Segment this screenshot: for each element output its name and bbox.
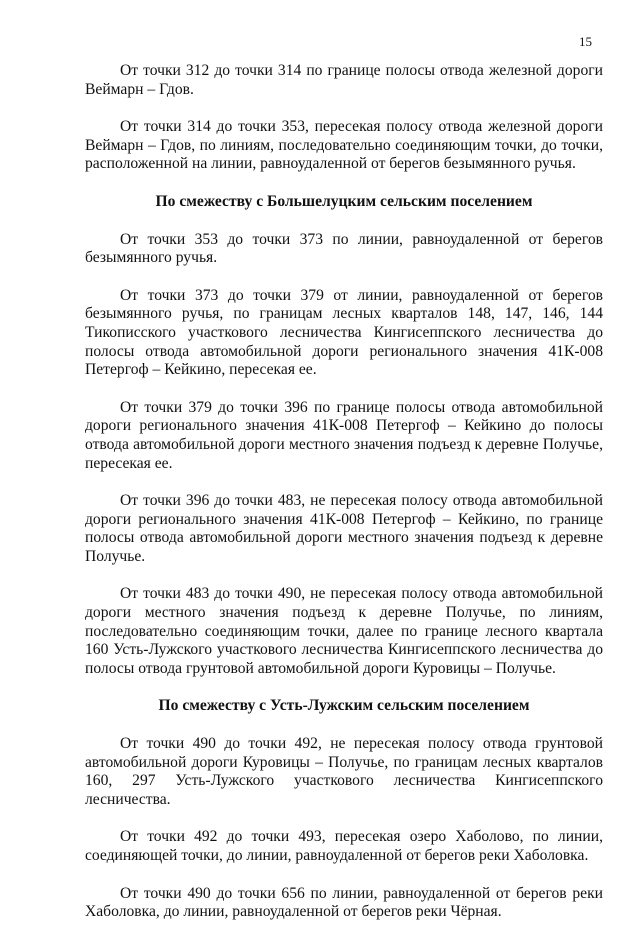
paragraph: От точки 396 до точки 483, не пересекая полосу отвода автомобильной дороги регионального значения 41К-008 Петергоф – Кейкино, по границе полосы отвода автомобильной дороги местного значения подъезд к деревне Получье. bbox=[85, 492, 603, 565]
section-heading: По смежеству с Большелуцким сельским поселением bbox=[155, 192, 533, 210]
section-heading: По смежеству с Усть-Лужским сельским поселением bbox=[158, 697, 530, 715]
document-body bbox=[85, 62, 603, 941]
paragraph: От точки 492 до точки 493, пересекая озеро Хаболово, по линии, соединяющей точки, до линии, равноудаленной от берегов реки Хаболовка. bbox=[85, 828, 603, 864]
paragraph: От точки 353 до точки 373 по линии, равноудаленной от берегов безымянного ручья. bbox=[85, 230, 603, 267]
page-number: 15 bbox=[579, 34, 592, 49]
paragraph: От точки 373 до точки 379 от линии, равноудаленной от берегов безымянного ручья, по границам лесных кварталов 148, 147, 146, 144 Тикописского участкового лесничества Кингисеппского лесничества до полосы отвода автомобильной дороги регионального значения 41К-008 Петергоф – Кейкино, пересекая ее. bbox=[85, 286, 603, 379]
paragraph: От точки 314 до точки 353, пересекая полосу отвода железной дороги Веймарн – Гдов, по линиям, последовательно соединяющим точки, до точки, расположенной на линии, равноудаленной от берегов безымянного ручья. bbox=[85, 118, 603, 173]
paragraph: От точки 490 до точки 656 по линии, равноудаленной от берегов реки Хаболовка, до линии, равноудаленной от берегов реки Чёрная. bbox=[85, 884, 603, 921]
paragraph: От точки 483 до точки 490, не пересекая полосу отвода автомобильной дороги местного значения подъезд к деревне Получье, по линиям, последовательно соединяющим точки, далее по границе лесного квартала 160 Усть-Лужского участкового лесничества Кингисеппского лесничества до полосы отвода грунтовой автомобильной дороги Куровицы – Получье. bbox=[85, 585, 603, 677]
paragraph: От точки 490 до точки 492, не пересекая полосу отвода грунтовой автомобильной дороги Куровицы – Получье, по границам лесных кварталов 160, 297 Усть-Лужского участкового лесничества Кингисеппского лесничества. bbox=[85, 735, 603, 808]
paragraph: От точки 379 до точки 396 по границе полосы отвода автомобильной дороги регионального значения 41К-008 Петергоф – Кейкино до полосы отвода автомобильной дороги местного значения подъезд к деревне Получье, пересекая ее. bbox=[85, 398, 603, 472]
paragraph: От точки 312 до точки 314 по границе полосы отвода железной дороги Веймарн – Гдов. bbox=[85, 62, 603, 98]
